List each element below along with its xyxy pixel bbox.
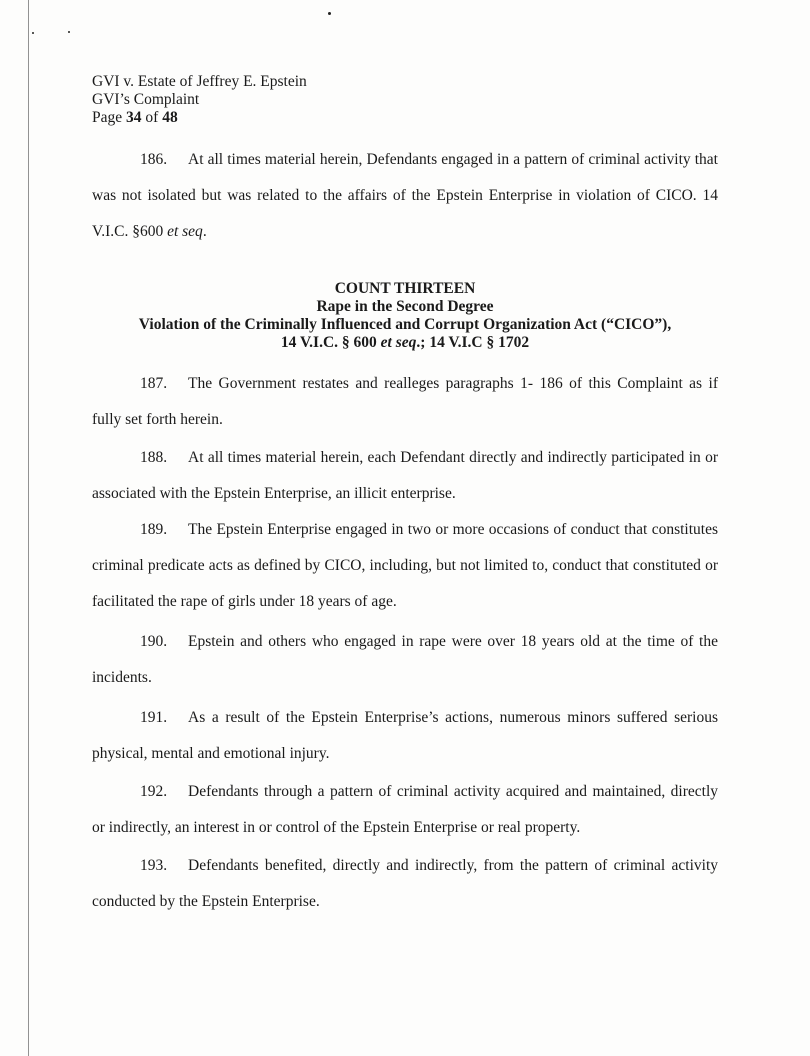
paragraph-number: 191. (140, 709, 168, 726)
document-header (92, 73, 307, 127)
count-title: COUNT THIRTEEN (334, 280, 476, 297)
paragraph-193 (92, 848, 718, 920)
document-title: GVI’s Complaint (92, 91, 200, 108)
paragraph-188 (92, 440, 718, 512)
paragraph-text: As a result of the Epstein Enterprise’s actions, numerous minors suffered serious physical, mental and emotional injury. (92, 709, 718, 762)
paragraph-192 (92, 774, 718, 846)
paragraph-190 (92, 624, 718, 696)
paragraph-number: 189. (140, 521, 168, 538)
paragraph-189 (92, 512, 718, 620)
paragraph-number: 186. (140, 151, 168, 168)
paragraph-text: Defendants through a pattern of criminal activity acquired and maintained, directly or indirectly, an interest in or control of the Epstein Enterprise or real property. (92, 783, 718, 836)
page-of: of (145, 109, 159, 126)
citation-start: 14 V.I.C. § 600 (280, 334, 377, 351)
scan-speck (32, 32, 34, 34)
paragraph-tail: . (202, 223, 207, 240)
paragraph-number: 188. (140, 449, 168, 466)
citation-italic: et seq (380, 334, 417, 351)
paragraph-italic: et seq (167, 223, 203, 240)
page-indicator (92, 109, 307, 127)
paragraph-number: 190. (140, 633, 168, 650)
count-citation (92, 334, 718, 352)
paragraph-text: At all times material herein, each Defendant directly and indirectly participated in or associated with the Epstein Enterprise, an illicit enterprise. (92, 449, 718, 502)
count-subtitle: Rape in the Second Degree (316, 298, 494, 315)
page-label: Page (92, 109, 123, 126)
page-total: 48 (162, 109, 178, 126)
citation-end: .; 14 V.I.C § 1702 (416, 334, 530, 351)
paragraph-number: 187. (140, 375, 168, 392)
paragraph-number: 193. (140, 857, 168, 874)
page-number: 34 (126, 109, 142, 126)
paragraph-text: The Epstein Enterprise engaged in two or more occasions of conduct that constitutes criminal predicate acts as defined by CICO, including, but not limited to, conduct that constituted or facilitated the rape of girls under 18 years of age. (92, 521, 718, 610)
paragraph-text: Epstein and others who engaged in rape were over 18 years old at the time of the incidents. (92, 633, 718, 686)
count-violation: Violation of the Criminally Influenced and Corrupt Organization Act (“CICO”), (138, 316, 672, 333)
paragraph-187 (92, 366, 718, 438)
count-heading (92, 280, 718, 352)
scan-speck (328, 12, 331, 15)
paragraph-191 (92, 700, 718, 772)
scan-speck (68, 31, 70, 33)
paragraph-text: At all times material herein, Defendants engaged in a pattern of criminal activity that was not isolated but was related to the affairs of the Epstein Enterprise in violation of CICO. 14 V.I.C. §600 (92, 151, 718, 240)
paragraph-text: The Government restates and realleges paragraphs 1- 186 of this Complaint as if fully set forth herein. (92, 375, 718, 428)
scan-binding-line (28, 0, 29, 1056)
paragraph-186 (92, 142, 718, 250)
paragraph-number: 192. (140, 783, 168, 800)
paragraph-text: Defendants benefited, directly and indirectly, from the pattern of criminal activity conducted by the Epstein Enterprise. (92, 857, 718, 910)
case-caption: GVI v. Estate of Jeffrey E. Epstein (92, 73, 307, 90)
